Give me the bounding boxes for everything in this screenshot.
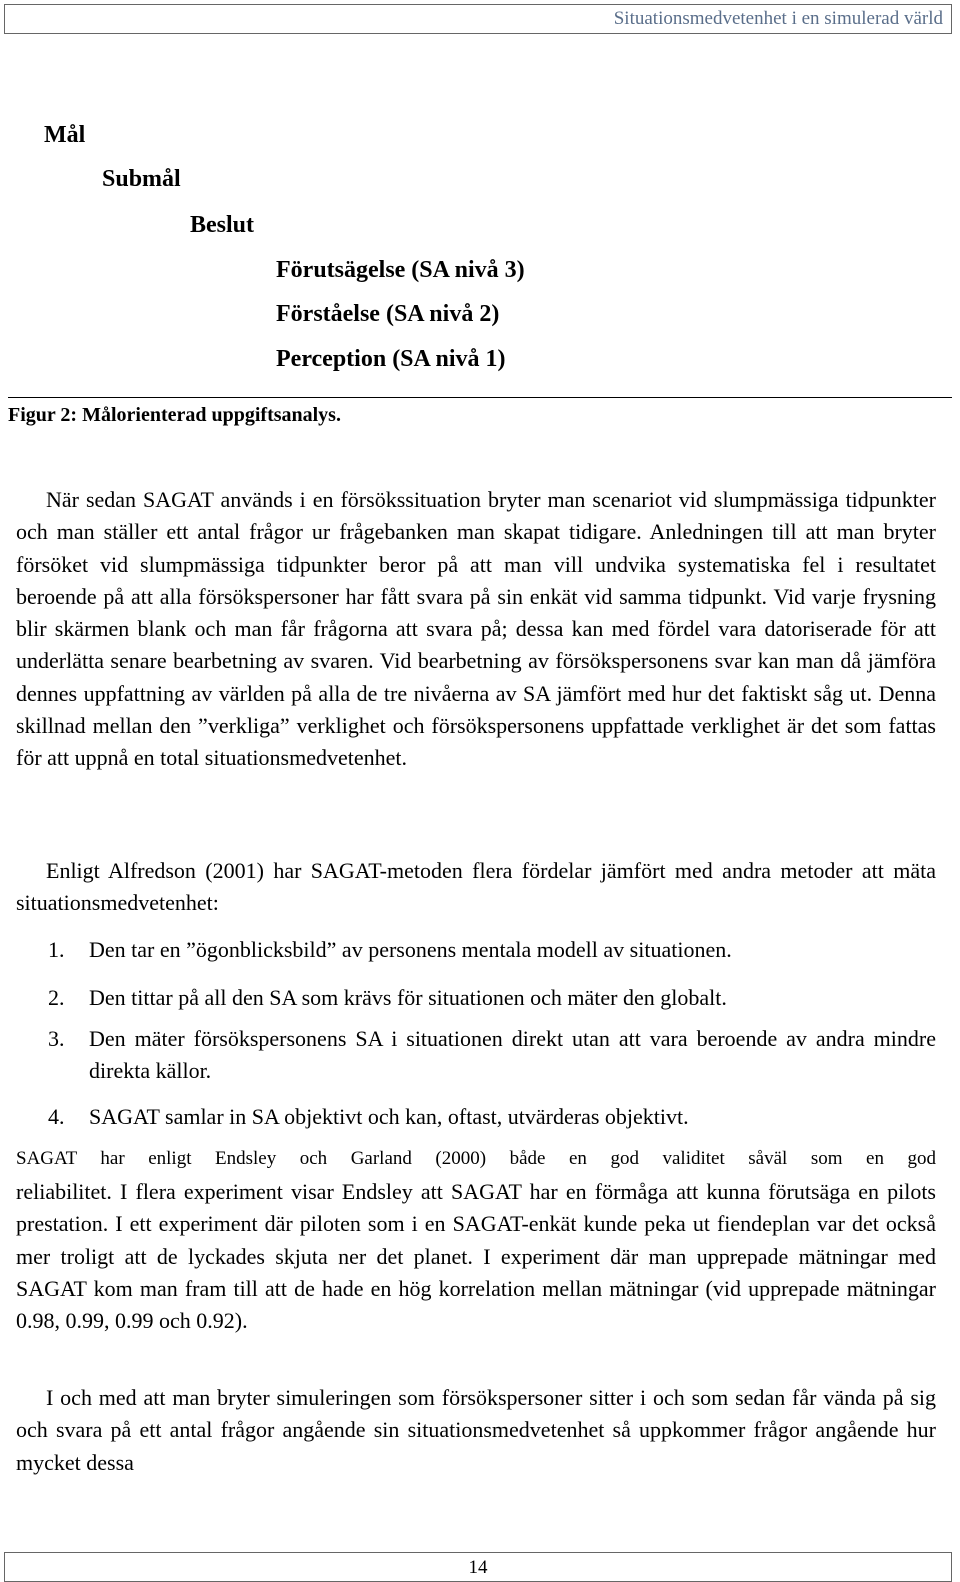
hierarchy-level2: Förståelse (SA nivå 2) <box>276 301 500 327</box>
page-footer <box>4 1552 952 1582</box>
list-text: Den mäter försökspersonens SA i situationen direkt utan att vara beroende av andra mindre direkta källor. <box>89 1026 936 1083</box>
hierarchy-decision: Beslut <box>190 212 255 238</box>
caption-divider <box>8 397 952 398</box>
figure-caption: Figur 2: Målorienterad uppgiftsanalys. <box>8 404 341 426</box>
paragraph-simulation-break: I och med att man bryter simuleringen som försökspersoner sitter i och som sedan får vända på sig och svara på ett antal frågor angående sin situationsmedvetenhet så uppkommer frågor angående hur mycket dessa <box>16 1385 936 1475</box>
hierarchy-goal: Mål <box>44 122 86 148</box>
list-text: SAGAT samlar in SA objektivt och kan, oftast, utvärderas objektivt. <box>89 1104 689 1129</box>
paragraph-sagat-usage: När sedan SAGAT används i en försökssituation bryter man scenariot vid slumpmässiga tidpunkter och man ställer ett antal frågor ur frågebanken man skapat tidigare. Anledningen till att man bryter försöket vid slumpmässiga tidpunkter beror på att man vill undvika systematiska fel i resultatet beroende på att alla försökspersoner har fått svara på sin enkät vid samma tidpunkt. Vid varje frysning blir skärmen blank och man får frågorna att svara på; dessa kan med fördel vara datoriserade för att underlätta senare bearbetning av svaren. Vid bearbetning av försökspersonens svar kan man då jämföra dennes uppfattning av världen på alla de tre nivåerna av SA jämfört med hur det faktiskt såg ut. Denna skillnad mellan den ”verkliga” verklighet och försökspersonens uppfattade verklighet är det som fattas för att uppnå en total situationsmedvetenhet. <box>16 487 936 771</box>
hierarchy-subgoal: Submål <box>102 166 181 192</box>
list-text: Den tittar på all den SA som krävs för situationen och mäter den globalt. <box>89 985 727 1010</box>
list-text: Den tar en ”ögonblicksbild” av personens mentala modell av situationen. <box>89 937 732 962</box>
list-item <box>16 1101 936 1133</box>
list-number: 4. <box>48 1104 65 1129</box>
page-header <box>4 4 952 34</box>
header-title: Situationsmedvetenhet i en simulerad värld <box>613 8 943 29</box>
list-item <box>16 934 936 966</box>
paragraph-reliability: reliabilitet. I flera experiment visar Endsley att SAGAT har en förmåga att kunna förutsäga en pilots prestation. I ett experiment där piloten som i en SAGAT-enkät kunde peka ut fiendeplan var det också mer troligt att de lyckades skjuta ner det planet. I experiment där man upprepade mätningar med SAGAT kom man fram till att de hade en hög korrelation mellan mätningar (vid upprepade mätningar 0.98, 0.99, 0.99 och 0.92). <box>16 1179 936 1334</box>
list-number: 2. <box>48 985 65 1010</box>
list-item <box>16 982 936 1014</box>
list-number: 3. <box>48 1026 65 1051</box>
list-item <box>16 1023 936 1087</box>
hierarchy-level1: Perception (SA nivå 1) <box>276 346 506 372</box>
page-number: 14 <box>468 1557 488 1578</box>
paragraph-advantages-intro: Enligt Alfredson (2001) har SAGAT-metoden flera fördelar jämfört med andra metoder att mäta situationsmedvetenhet: <box>16 858 936 916</box>
hierarchy-level3: Förutsägelse (SA nivå 3) <box>276 257 525 283</box>
list-number: 1. <box>48 937 65 962</box>
paragraph-validity-lead: SAGAT har enligt Endsley och Garland (2000) både en god validitet såväl som en god <box>16 1148 936 1169</box>
